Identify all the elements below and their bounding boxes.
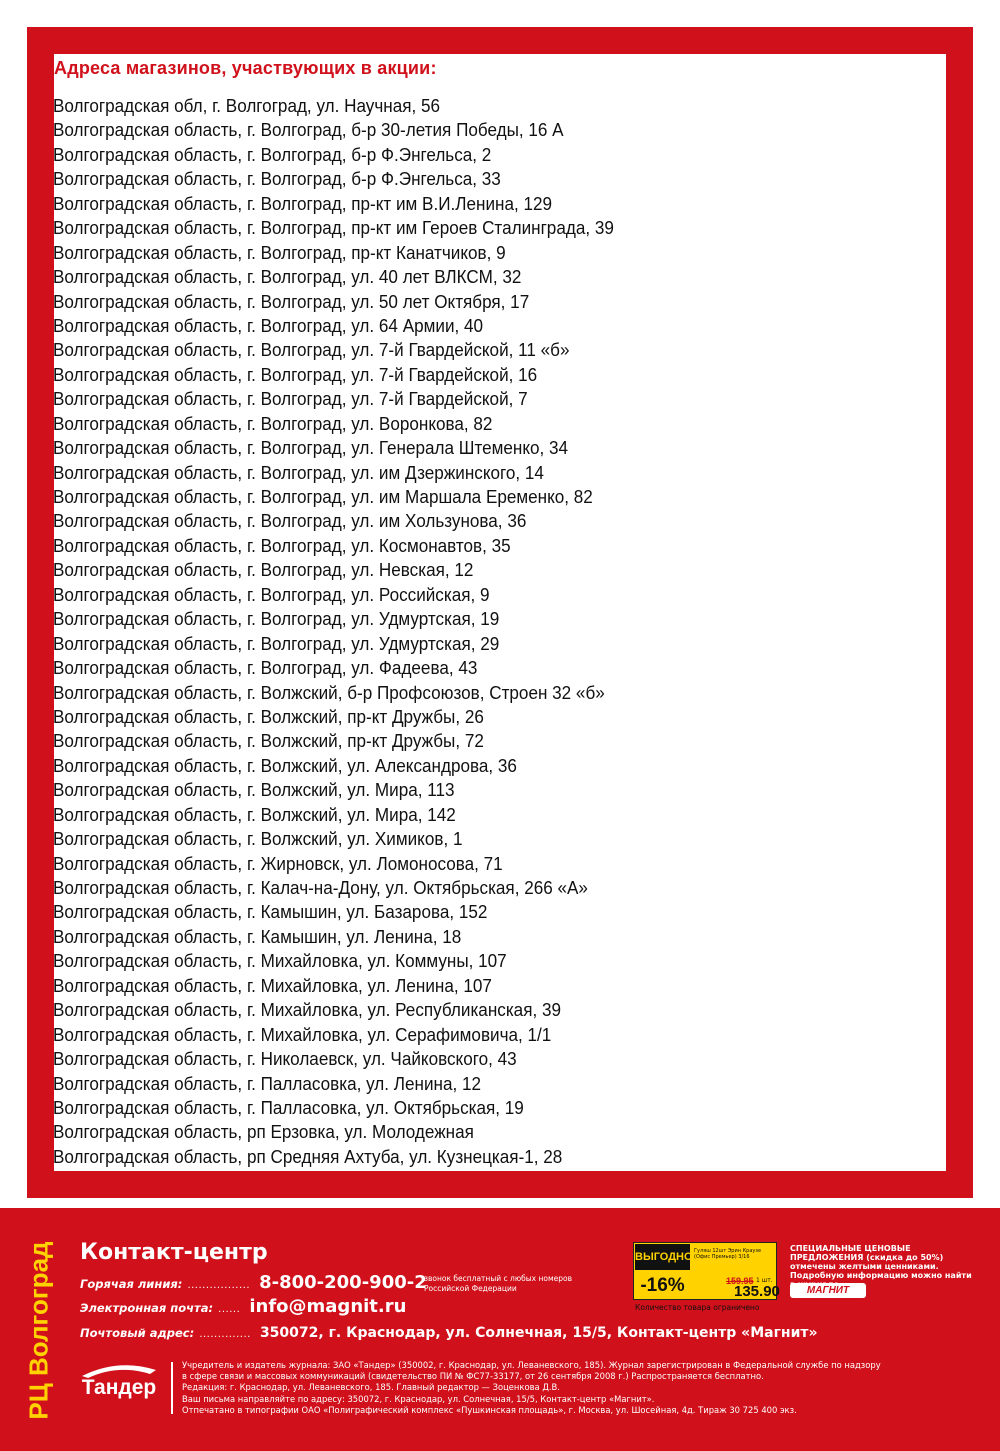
address-item: Волгоградская область, г. Волгоград, ул. им Дзержинского, 14	[53, 461, 544, 483]
publisher-line: Ваш письма направляйте по адресу: 350072, г. Краснодар, ул. Солнечная, 15/5, Контакт-центр «Магнит».	[182, 1393, 655, 1404]
address-item: Волгоградская область, г. Николаевск, ул. Чайковского, 43	[53, 1048, 517, 1070]
address-item: Волгоградская область, г. Волгоград, ул. Удмуртская, 19	[53, 608, 500, 630]
address-item: Волгоградская область, г. Волгоград, ул. им Маршала Еременко, 82	[53, 486, 593, 507]
publisher-line: в сфере связи и массовых коммуникаций (свидетельство ПИ № ФС77-33177, от 26 сентября 2008 г.) Распространяется бесплатно.	[182, 1371, 764, 1382]
address-item: Волгоградская область, г. Волгоград, б-р 30-летия Победы, 16 А	[53, 119, 564, 141]
tag-discount: -16%	[640, 1275, 685, 1296]
address-item: Волгоградская область, г. Волгоград, ул. 64 Армии, 40	[53, 314, 484, 336]
address-item: Волгоградская область, г. Волжский, пр-кт Дружбы, 26	[53, 705, 484, 727]
address-item: Волгоградская область, г. Волгоград, б-р Ф.Энгельса, 2	[53, 143, 492, 165]
price-tag	[633, 1242, 780, 1300]
address-item: Волгоградская область, г. Палласовка, ул. Ленина, 12	[53, 1072, 482, 1094]
page-title: Адреса магазинов, участвующих в акции:	[54, 58, 437, 78]
address-item: Волгоградская область, г. Волжский, ул. Химиков, 1	[53, 828, 463, 850]
email-link[interactable]: info@magnit.ru	[249, 1296, 407, 1317]
address-item: Волгоградская область, г. Жирновск, ул. Ломоносова, 71	[53, 852, 503, 874]
publisher-line: Учредитель и издатель журнала: ЗАО «Тандер» (350002, г. Краснодар, ул. Леваневского, 185). Журнал зарегистрирован в Федеральной службе по надзору	[182, 1360, 881, 1370]
address-item: Волгоградская область, г. Волгоград, ул. Генерала Штеменко, 34	[53, 437, 569, 459]
address-item: Волгоградская область, г. Михайловка, ул. Ленина, 107	[53, 974, 492, 996]
hotline-dots: .................	[187, 1280, 250, 1291]
hotline-label: Горячая линия:	[80, 1277, 183, 1291]
postal-row	[80, 1322, 818, 1341]
tag-caption: Количество товара ограничено	[635, 1303, 760, 1312]
special-offers-text: СПЕЦИАЛЬНЫЕ ЦЕНОВЫЕ ПРЕДЛОЖЕНИЯ (скидка до 50%) отмечены желтыми ценниками. Подробную информацию можно найти	[790, 1244, 972, 1280]
address-item: Волгоградская область, г. Волгоград, ул. им Хользунова, 36	[53, 510, 527, 532]
tag-badge: ВЫГОДНО	[635, 1244, 690, 1270]
publisher-line: Отпечатано в типографии ОАО «Полиграфический комплекс «Пушкинская площадь», г. Москва, ул. Шосейная, 4д. Тираж 30 725 400 экз.	[182, 1404, 797, 1415]
hotline-row	[80, 1272, 427, 1293]
address-item: Волгоградская область, г. Волгоград, ул. Российская, 9	[53, 583, 490, 605]
address-item: Волгоградская область, г. Михайловка, ул. Республиканская, 39	[53, 999, 561, 1021]
tag-new-price: 135.90	[734, 1283, 780, 1300]
address-item: Волгоградская область, г. Волгоград, ул. 50 лет Октября, 17	[53, 290, 530, 312]
publisher-info	[182, 1360, 982, 1416]
tag-old-price: 159.95	[726, 1276, 754, 1286]
address-item: Волгоградская область, г. Волгоград, ул. Воронкова, 82	[53, 412, 493, 434]
postal-label: Почтовый адрес:	[80, 1326, 195, 1340]
address-item: Волгоградская область, г. Волгоград, ул. 7-й Гвардейской, 11 «б»	[53, 339, 570, 361]
address-item: Волгоградская область, г. Волгоград, ул. Фадеева, 43	[53, 657, 478, 679]
address-item: Волгоградская область, г. Волжский, ул. Мира, 113	[53, 779, 455, 801]
address-item: Волгоградская область, г. Волгоград, пр-кт им В.И.Ленина, 129	[53, 192, 553, 214]
address-item: Волгоградская область, г. Волжский, б-р Профсоюзов, Строен 32 «б»	[53, 681, 605, 703]
address-item: Волгоградская область, г. Волгоград, ул. Космонавтов, 35	[53, 534, 511, 556]
address-item: Волгоградская область, г. Волгоград, ул. 40 лет ВЛКСМ, 32	[53, 266, 522, 288]
tag-product: Гуляш 12шт Эрин Краузе (Офис Премьер) 3/16	[694, 1248, 762, 1260]
tander-logo: Тандер	[78, 1360, 160, 1415]
address-list	[53, 94, 953, 1169]
region-label: РЦ Волгоград	[23, 1240, 54, 1420]
publisher-line: Редакция: г. Краснодар, ул. Леваневского, 185. Главный редактор — Зоценкова Д.В.	[182, 1382, 560, 1393]
address-item: Волгоградская область, г. Волгоград, пр-кт им Героев Сталинграда, 39	[53, 217, 614, 239]
email-dots: ......	[218, 1304, 241, 1315]
address-item: Волгоградская область, г. Калач-на-Дону, ул. Октябрьская, 266 «А»	[53, 877, 588, 898]
address-item: Волгоградская область, г. Волгоград, ул. Удмуртская, 29	[53, 632, 500, 654]
address-item: Волгоградская область, рп Ерзовка, ул. Молодежная	[53, 1121, 474, 1143]
address-item: Волгоградская область, г. Волжский, ул. Александрова, 36	[53, 754, 517, 776]
address-item: Волгоградская область, г. Волгоград, ул. 7-й Гвардейской, 16	[53, 363, 538, 385]
magnit-logo: МАГНИТ	[790, 1283, 866, 1298]
address-item: Волгоградская область, г. Волжский, пр-кт Дружбы, 72	[53, 730, 484, 752]
email-label: Электронная почта:	[80, 1301, 214, 1315]
address-item: Волгоградская обл, г. Волгоград, ул. Научная, 56	[53, 95, 441, 116]
address-item: Волгоградская область, г. Камышин, ул. Базарова, 152	[53, 901, 488, 923]
postal-address: 350072, г. Краснодар, ул. Солнечная, 15/5, Контакт-центр «Магнит»	[259, 1325, 818, 1341]
address-item: Волгоградская область, г. Волгоград, пр-кт Канатчиков, 9	[53, 241, 506, 263]
address-item: Волгоградская область, г. Михайловка, ул. Коммуны, 107	[53, 950, 507, 972]
address-item: Волгоградская область, г. Волгоград, ул. 7-й Гвардейской, 7	[53, 388, 528, 410]
email-row	[80, 1296, 406, 1317]
postal-dots: ..............	[199, 1329, 251, 1340]
divider	[171, 1362, 173, 1414]
address-item: Волгоградская область, г. Волжский, ул. Мира, 142	[53, 803, 456, 825]
address-item: Волгоградская область, г. Волгоград, ул. Невская, 12	[53, 559, 474, 581]
tag-unit: 1 шт.	[756, 1277, 773, 1284]
address-item: Волгоградская область, рп Средняя Ахтуба, ул. Кузнецкая-1, 28	[53, 1145, 563, 1167]
contact-center-title: Контакт-центр	[80, 1240, 268, 1265]
hotline-note: звонок бесплатный с любых номеров Российской Федерации	[424, 1274, 573, 1293]
hotline-phone[interactable]: 8-800-200-900-2	[259, 1272, 427, 1293]
address-item: Волгоградская область, г. Камышин, ул. Ленина, 18	[53, 925, 462, 947]
address-item: Волгоградская область, г. Михайловка, ул. Серафимовича, 1/1	[53, 1023, 552, 1045]
address-item: Волгоградская область, г. Палласовка, ул. Октябрьская, 19	[53, 1096, 524, 1118]
address-item: Волгоградская область, г. Волгоград, б-р Ф.Энгельса, 33	[53, 168, 501, 190]
